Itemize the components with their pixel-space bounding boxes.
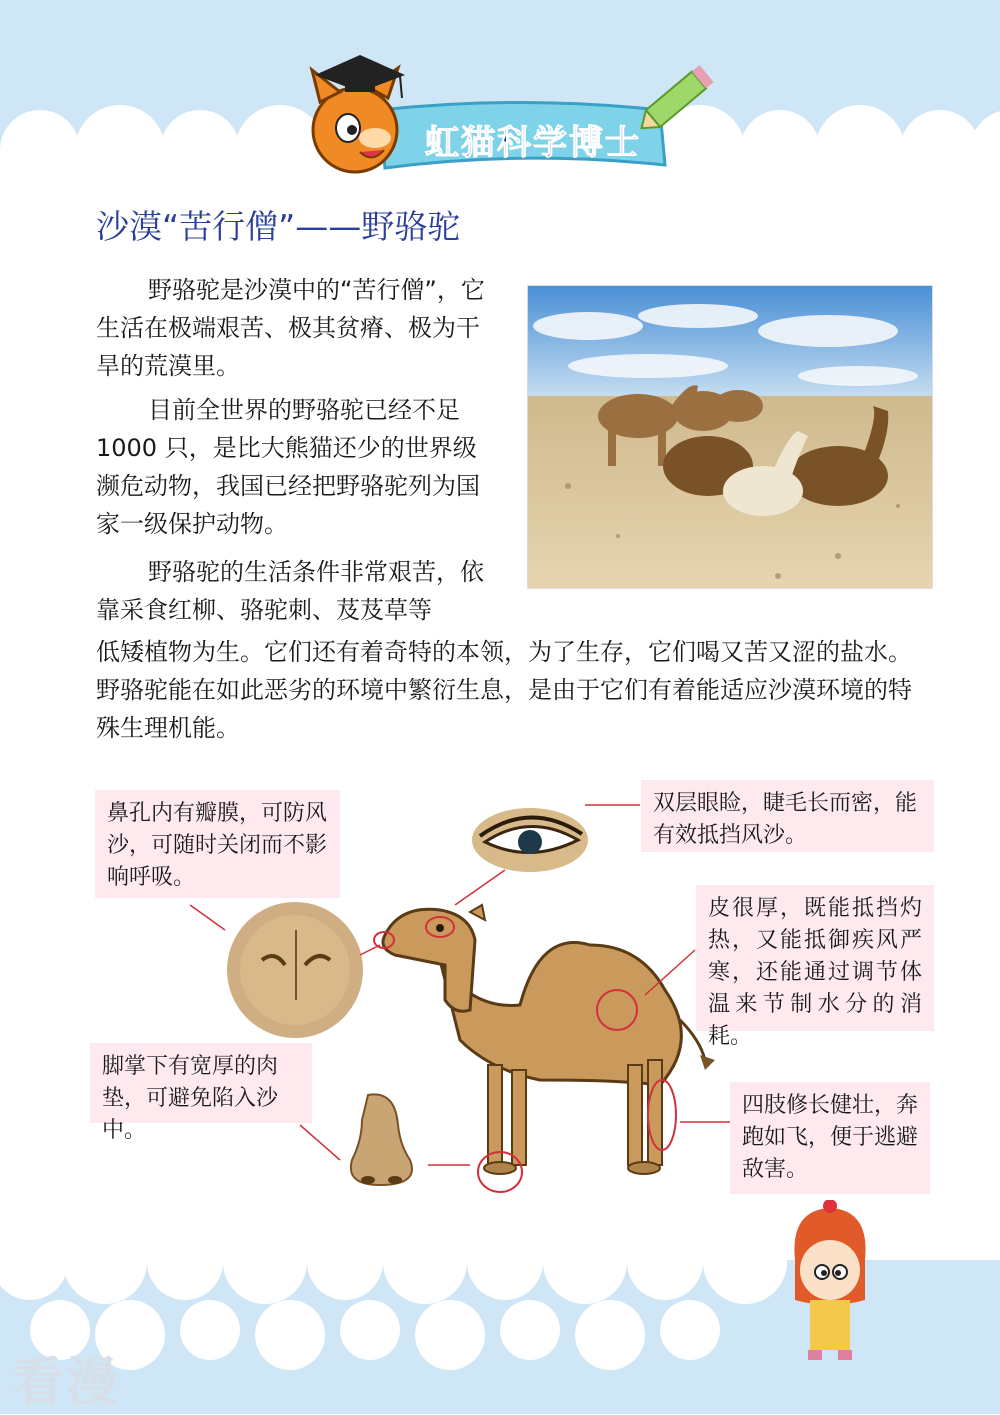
watermark-text: 看漫 — [12, 1353, 121, 1413]
article-heading: 沙漠“苦行僧”——野骆驼 — [96, 207, 461, 246]
callout-nose: 鼻孔内有瓣膜，可防风沙，可随时关闭而不影响呼吸。 — [95, 790, 340, 898]
callout-skin: 皮很厚，既能抵挡灼热，又能抵御疾风严寒，还能通过调节体温来节制水分的消耗。 — [696, 885, 934, 1031]
girl-mascot-icon — [780, 1200, 880, 1360]
paragraph-habits-end: 低矮植物为生。它们还有着奇特的本领，为了生存，它们喝又苦又涩的盐水。野骆驼能在如此恶劣的环境中繁衍生息，是由于它们有着能适应沙漠环境的特殊生理机能。 — [96, 638, 912, 742]
callout-foot: 脚掌下有宽厚的肉垫，可避免陷入沙中。 — [90, 1043, 312, 1123]
banner-title: 虹猫科学博士 — [425, 123, 641, 163]
paragraph-intro: 野骆驼是沙漠中的“苦行僧”，它生活在极端艰苦、极其贫瘠、极为干旱的荒漠里。 — [96, 276, 485, 380]
paragraph-habits-start: 野骆驼的生活条件非常艰苦，依靠采食红柳、骆驼刺、芨芨草等 — [96, 558, 484, 624]
camels-photo — [527, 285, 933, 589]
callout-eye: 双层眼睑，睫毛长而密，能有效抵挡风沙。 — [641, 780, 934, 852]
paragraph-population: 目前全世界的野骆驼已经不足 1000 只，是比大熊猫还少的世界级濒危动物，我国已经把野骆驼列为国家一级保护动物。 — [96, 396, 480, 538]
callout-legs: 四肢修长健壮，奔跑如飞，便于逃避敌害。 — [730, 1082, 930, 1194]
